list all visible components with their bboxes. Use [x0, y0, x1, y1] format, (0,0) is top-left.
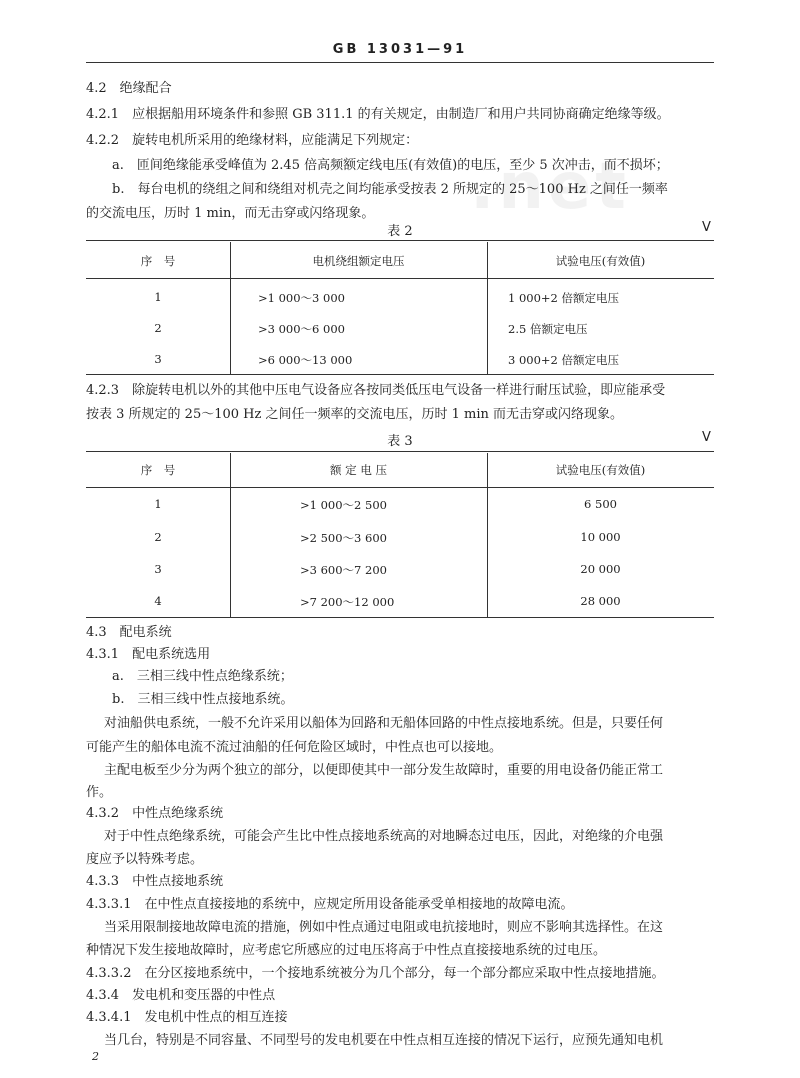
table3-row1-no: 1	[154, 497, 162, 511]
table2-row2-test: 2.5 倍额定电压	[508, 322, 588, 336]
para-main-switchboard-line2: 作。	[86, 785, 113, 800]
para-insulated-neutral-line1: 对于中性点绝缘系统，可能会产生比中性点接地系统高的对地瞬态过电压，因此，对绝缘的介电强	[104, 829, 664, 844]
clause-4-2-1: 4.2.1 应根据船用环境条件和参照 GB 311.1 的有关规定，由制造厂和用户共同协商确定绝缘等级。	[86, 107, 670, 122]
table2-title: 表 2	[387, 224, 413, 239]
table3-row2-no: 2	[154, 530, 162, 544]
clause-4-3-4-1: 4.3.4.1 发电机中性点的相互连接	[86, 1010, 288, 1025]
clause-4-3-3-1: 4.3.3.1 在中性点直接接地的系统中，应规定所用设备能承受单相接地的故障电流。	[86, 897, 574, 912]
section-4-3-title: 4.3 配电系统	[86, 625, 172, 640]
clause-4-2-2-b-line1: b. 每台电机的绕组之间和绕组对机壳之间均能承受按表 2 所规定的 25～100 Hz 之间任一频率	[112, 182, 668, 197]
clause-4-3-4: 4.3.4 发电机和变压器的中性点	[86, 988, 276, 1003]
clause-4-3-2: 4.3.2 中性点绝缘系统	[86, 806, 224, 821]
para-main-switchboard-line1: 主配电板至少分为两个独立的部分，以便即使其中一部分发生故障时，重要的用电设备仍能正常工	[104, 763, 664, 778]
table3-row3-test: 20 000	[580, 562, 621, 576]
table2-bottom-rule	[86, 374, 714, 375]
table3-bottom-rule	[86, 617, 714, 618]
clause-4-2-3-line2: 按表 3 所规定的 25～100 Hz 之间任一频率的交流电压，历时 1 min 而无击穿或闪络现象。	[86, 407, 623, 422]
clause-4-3-1: 4.3.1 配电系统选用	[86, 647, 211, 662]
table2-row1-rated: >1 000～3 000	[258, 291, 345, 305]
table2-header-no: 序 号	[140, 254, 176, 268]
para-generator-neutral-line1: 当几台，特别是不同容量、不同型号的发电机要在中性点相互连接的情况下运行，应预先通知电机	[104, 1033, 664, 1048]
table3-title: 表 3	[387, 434, 413, 449]
clause-4-2-2: 4.2.2 旋转电机所采用的绝缘材料，应能满足下列规定：	[86, 133, 419, 148]
clause-4-3-3: 4.3.3 中性点接地系统	[86, 874, 224, 889]
header-rule	[86, 62, 714, 63]
table3-header-rated: 额 定 电 压	[330, 463, 387, 477]
table2-row1-test: 1 000+2 倍额定电压	[508, 291, 620, 305]
para-fault-current-line2: 种情况下发生接地故障时，应考虑它所感应的过电压将高于中性点直接接地系统的过电压。	[86, 943, 607, 958]
table2-row3-test: 3 000+2 倍额定电压	[508, 353, 620, 367]
table3-top-rule	[86, 451, 714, 452]
table3-row1-test: 6 500	[584, 497, 617, 511]
table3-row1-rated: >1 000～2 500	[300, 498, 387, 512]
table3-row4-rated: >7 200～12 000	[300, 595, 395, 609]
table2-row2-rated: >3 000～6 000	[258, 322, 345, 336]
table2-unit: V	[702, 220, 711, 235]
para-oil-ship-line2: 可能产生的船体电流不流过油船的任何危险区域时，中性点也可以接地。	[86, 740, 503, 755]
table2-header-rated: 电机绕组额定电压	[312, 254, 405, 268]
table2-row3-no: 3	[154, 352, 162, 366]
table3-row2-test: 10 000	[580, 530, 621, 544]
table2-header-test: 试验电压(有效值)	[555, 254, 646, 268]
table3-row4-no: 4	[154, 594, 162, 608]
clause-4-2-3-line1: 4.2.3 除旋转电机以外的其他中压电气设备应各按同类低压电气设备一样进行耐压试验，即应能承受	[86, 383, 666, 398]
clause-4-3-3-2: 4.3.3.2 在分区接地系统中，一个接地系统被分为几个部分，每一个部分都应采取中性点接地措施。	[86, 966, 665, 981]
para-insulated-neutral-line2: 度应予以特殊考虑。	[86, 852, 204, 867]
table2-row2-no: 2	[154, 321, 162, 335]
para-fault-current-line1: 当采用限制接地故障电流的措施，例如中性点通过电阻或电抗接地时，则应不影响其选择性。在这	[104, 920, 664, 935]
table3-row4-test: 28 000	[580, 594, 621, 608]
clause-4-3-1-b: b. 三相三线中性点接地系统。	[112, 692, 294, 707]
page-number: 2	[92, 1050, 99, 1063]
table3-header-test: 试验电压(有效值)	[555, 463, 646, 477]
clause-4-2-2-b-line2: 的交流电压，历时 1 min，而无击穿或闪络现象。	[86, 206, 375, 221]
table2-top-rule	[86, 240, 714, 241]
table3-row2-rated: >2 500～3 600	[300, 531, 387, 545]
table3-row3-no: 3	[154, 562, 162, 576]
watermark: .net	[470, 150, 630, 224]
para-oil-ship-line1: 对油船供电系统，一般不允许采用以船体为回路和无船体回路的中性点接地系统。但是，只要任何	[104, 716, 664, 731]
standard-number-header: GB 13031—91	[332, 42, 468, 57]
table3-header-no: 序 号	[140, 463, 176, 477]
table2-header-rule	[86, 278, 714, 279]
section-4-2-title: 4.2 绝缘配合	[86, 81, 172, 96]
table3-row3-rated: >3 600～7 200	[300, 563, 387, 577]
table2-row1-no: 1	[154, 290, 162, 304]
table3-unit: V	[702, 430, 711, 445]
clause-4-3-1-a: a. 三相三线中性点绝缘系统；	[112, 669, 293, 684]
table3-header-rule	[86, 487, 714, 488]
clause-4-2-2-a: a. 匝间绝缘能承受峰值为 2.45 倍高频额定线电压(有效值)的电压，至少 5 次冲击，而不损坏；	[112, 158, 669, 173]
table2-row3-rated: >6 000～13 000	[258, 353, 353, 367]
